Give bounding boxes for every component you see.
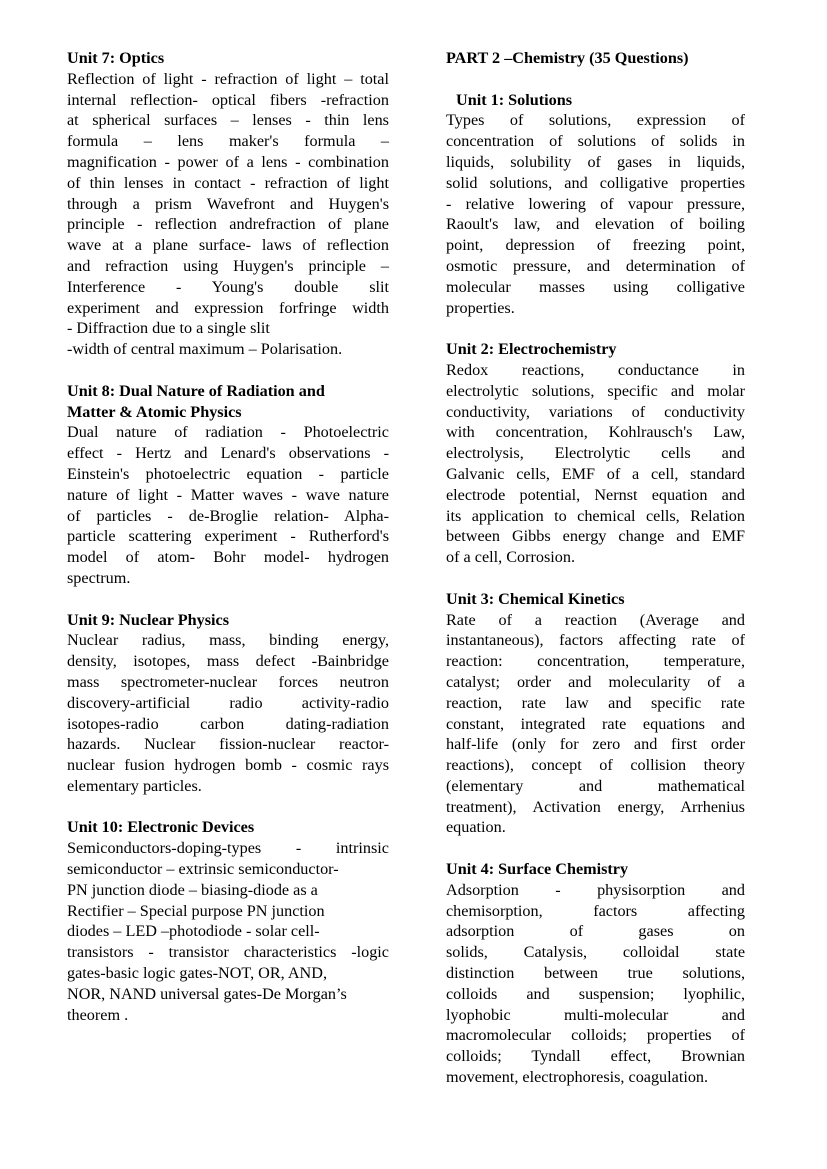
section-text-line: Types of solutions, expression of [446, 111, 745, 130]
section-text-line: effect - Hertz and Lenard's observations - [67, 444, 389, 463]
syllabus-section [446, 90, 745, 319]
left-column [67, 48, 389, 1046]
section-text-line: nuclear fusion hydrogen bomb - cosmic rays [67, 756, 389, 775]
section-text-line: Einstein's photoelectric equation - particle [67, 464, 389, 483]
section-text-line: conductivity, variations of conductivity [446, 402, 745, 421]
section-text-line: Semiconductors-doping-types - intrinsic [67, 839, 389, 858]
section-text-line: Rectifier – Special purpose PN junction [67, 901, 325, 920]
syllabus-section [67, 610, 389, 797]
section-text-line: - Diffraction due to a single slit [67, 319, 270, 338]
section-text-line: formula – lens maker's formula – [67, 132, 389, 151]
section-text-line: PN junction diode – biasing-diode as a [67, 880, 318, 899]
section-text-line: at spherical surfaces – lenses - thin lens [67, 111, 389, 130]
section-text-line: principle - reflection andrefraction of plane [67, 215, 389, 234]
section-text-line: diodes – LED –photodiode - solar cell- [67, 922, 320, 941]
section-text-line: Reflection of light - refraction of light – total [67, 69, 389, 88]
section-text-line: of thin lenses in contact - refraction of light [67, 173, 389, 192]
syllabus-section [67, 817, 389, 1025]
syllabus-section [446, 339, 745, 568]
section-text-line: between Gibbs energy change and EMF [446, 527, 745, 546]
section-text-line: electrolysis, Electrolytic cells and [446, 444, 745, 463]
section-text-line: discovery-artificial radio activity-radio [67, 693, 389, 712]
section-text-line: internal reflection- optical fibers -refraction [67, 90, 389, 109]
section-text-line: spectrum. [67, 568, 131, 587]
section-heading: Unit 2: Electrochemistry [446, 340, 617, 359]
section-text-line: transistors - transistor characteristics -logic [67, 943, 389, 962]
section-text-line: elementary particles. [67, 776, 202, 795]
section-text-line: isotopes-radio carbon dating-radiation [67, 714, 389, 733]
section-heading: PART 2 –Chemistry (35 Questions) [446, 49, 689, 67]
section-text-line: macromolecular colloids; properties of [446, 1026, 745, 1045]
section-heading: Unit 10: Electronic Devices [67, 818, 255, 837]
section-text-line: mass spectrometer-nuclear forces neutron [67, 672, 389, 691]
section-text-line: Dual nature of radiation - Photoelectric [67, 423, 389, 442]
section-text-line: density, isotopes, mass defect -Bainbridge [67, 652, 389, 671]
section-text-line: distinction between true solutions, [446, 964, 745, 983]
section-text-line: electrolytic solutions, specific and molar [446, 381, 745, 400]
section-text-line: - relative lowering of vapour pressure, [446, 194, 745, 213]
section-text-line: particle scattering experiment - Rutherford's [67, 527, 389, 546]
section-text-line: Redox reactions, conductance in [446, 360, 745, 379]
section-text-line: half-life (only for zero and first order [446, 735, 745, 754]
section-heading: Unit 3: Chemical Kinetics [446, 589, 625, 608]
section-text-line: concentration of solutions of solids in [446, 132, 745, 151]
section-text-line: equation. [446, 818, 506, 837]
syllabus-section [67, 48, 389, 360]
section-text-line: electrode potential, Nernst equation and [446, 485, 745, 504]
section-text-line: NOR, NAND universal gates-De Morgan’s [67, 984, 347, 1003]
section-text-line: catalyst; order and molecularity of a [446, 672, 745, 691]
section-text-line: magnification - power of a lens - combination [67, 152, 389, 171]
syllabus-section [446, 589, 745, 839]
section-text-line: constant, integrated rate equations and [446, 714, 745, 733]
section-text-line: experiment and expression forfringe width [67, 298, 389, 317]
section-text-line: osmotic pressure, and determination of [446, 256, 745, 275]
section-text-line: wave at a plane surface- laws of reflection [67, 236, 389, 255]
section-text-line: liquids, solubility of gases in liquids, [446, 152, 745, 171]
section-text-line: colloids; Tyndall effect, Brownian [446, 1047, 745, 1066]
section-text-line: point, depression of freezing point, [446, 236, 745, 255]
section-heading: Unit 9: Nuclear Physics [67, 610, 230, 629]
right-column [446, 48, 745, 1109]
section-text-line: reactions), concept of collision theory [446, 756, 745, 775]
section-text-line: solid solutions, and colligative properties [446, 173, 745, 192]
section-text-line: chemisorption, factors affecting [446, 901, 745, 920]
syllabus-section [446, 859, 745, 1088]
section-text-line: its application to chemical cells, Relation [446, 506, 745, 525]
section-text-line: hazards. Nuclear fission-nuclear reactor- [67, 735, 389, 754]
syllabus-section [67, 381, 389, 589]
section-text-line: molecular masses using colligative [446, 277, 745, 296]
section-text-line: reaction: concentration, temperature, [446, 652, 745, 671]
section-heading: Unit 8: Dual Nature of Radiation and [67, 381, 325, 400]
section-text-line: instantaneous), factors affecting rate of [446, 631, 745, 650]
section-text-line: (elementary and mathematical [446, 776, 745, 795]
section-text-line: Interference - Young's double slit [67, 277, 389, 296]
section-text-line: -width of central maximum – Polarisation. [67, 340, 343, 359]
section-text-line: through a prism Wavefront and Huygen's [67, 194, 389, 213]
section-text-line: with concentration, Kohlrausch's Law, [446, 423, 745, 442]
section-text-line: Nuclear radius, mass, binding energy, [67, 631, 389, 650]
section-text-line: treatment), Activation energy, Arrhenius [446, 797, 745, 816]
section-text-line: model of atom- Bohr model- hydrogen [67, 548, 389, 567]
section-text-line: semiconductor – extrinsic semiconductor- [67, 860, 339, 879]
section-text-line: of a cell, Corrosion. [446, 548, 576, 567]
section-text-line: nature of light - Matter waves - wave nature [67, 485, 389, 504]
section-text-line: of particles - de-Broglie relation- Alpha- [67, 506, 389, 525]
section-text-line: Galvanic cells, EMF of a cell, standard [446, 464, 745, 483]
section-text-line: and refraction using Huygen's principle – [67, 256, 389, 275]
section-text-line: colloids and suspension; lyophilic, [446, 984, 745, 1003]
section-heading-continued: Matter & Atomic Physics [67, 402, 242, 421]
section-heading: Unit 4: Surface Chemistry [446, 860, 629, 879]
section-text-line: solids, Catalysis, colloidal state [446, 943, 745, 962]
section-heading: Unit 1: Solutions [456, 90, 573, 109]
section-heading: Unit 7: Optics [67, 49, 165, 67]
section-text-line: Adsorption - physisorption and [446, 880, 745, 899]
section-text-line: Raoult's law, and elevation of boiling [446, 215, 745, 234]
section-text-line: gates-basic logic gates-NOT, OR, AND, [67, 964, 327, 983]
section-text-line: properties. [446, 298, 515, 317]
section-text-line: Rate of a reaction (Average and [446, 610, 745, 629]
section-text-line: adsorption of gases on [446, 922, 745, 941]
section-text-line: reaction, rate law and specific rate [446, 693, 745, 712]
section-text-line: theorem . [67, 1005, 129, 1024]
section-text-line: lyophobic multi-molecular and [446, 1005, 745, 1024]
section-text-line: movement, electrophoresis, coagulation. [446, 1068, 709, 1087]
syllabus-section [446, 48, 745, 69]
